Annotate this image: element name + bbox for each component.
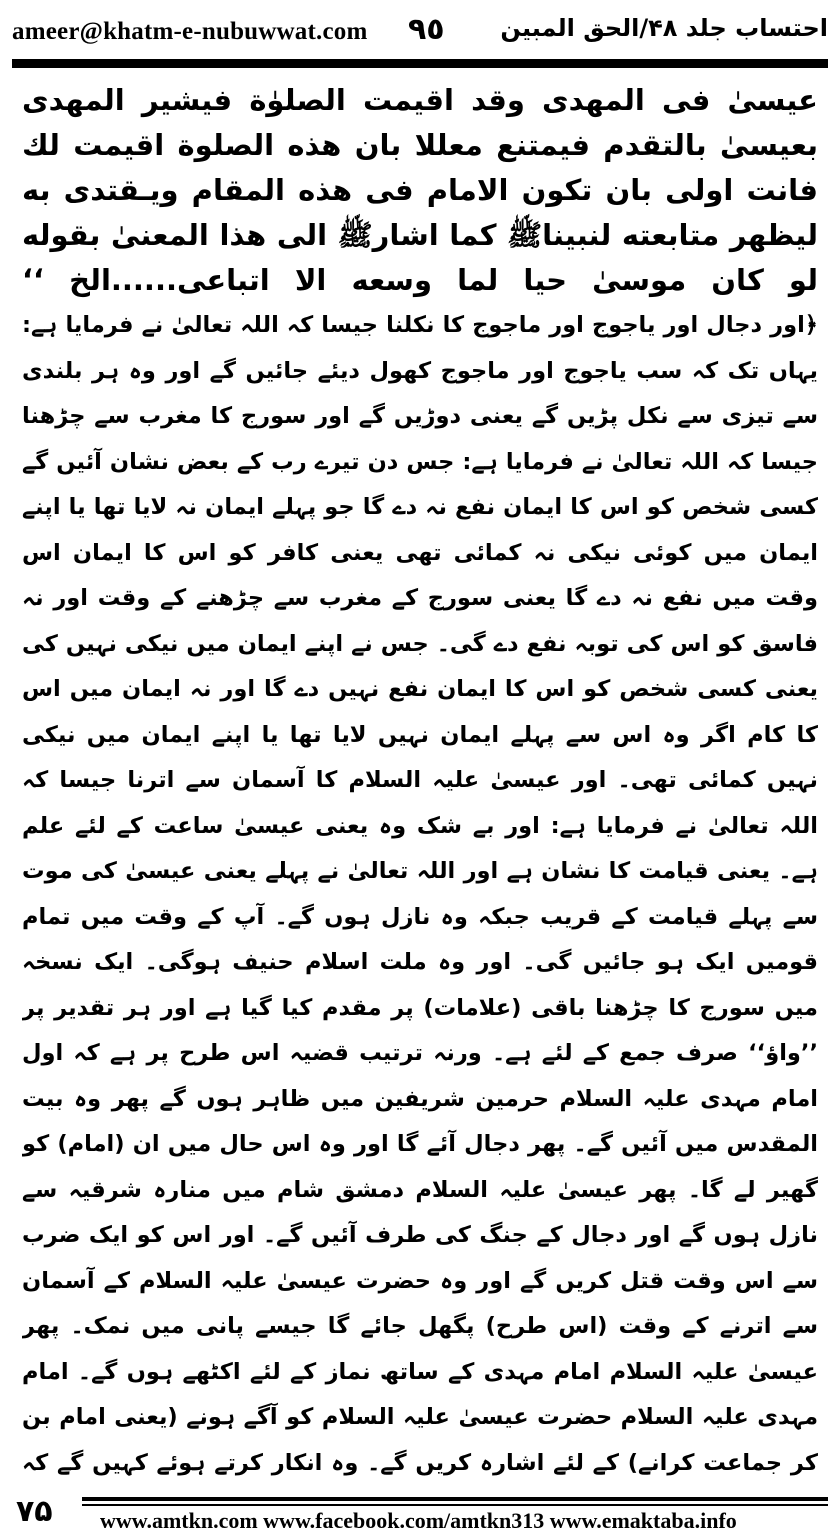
main-text-block [22, 78, 818, 1488]
header-email: ameer@khatm-e-nubuwwat.com [12, 18, 368, 45]
arabic-passage: عیسیٰ فی المهدی وقد اقیمت الصلوٰة فیشیر المهدی بعیسیٰ بالتقدم فیمتنع معللا بان هذه الصلوة اقیمت لك فانت اولی بان تکون الامام فی هذه المقام ویـقتدی به لیظهر متابعته لنبیناﷺ کما اشارﷺ الی هذا المعنیٰ بقوله لو کان موسیٰ حیا لما وسعه الا اتباعی......الخ ‘‘ [22, 83, 818, 297]
urdu-passage: ﴿اور دجال اور یاجوج اور ماجوج کا نکلنا جیسا کہ اللہ تعالیٰ نے فرمایا ہے: یہاں تک کہ سب یاجوج اور ماجوج کھول دیئے جائیں گے اور وہ ہر بلندی سے تیزی سے نکل پڑیں گے یعنی دوڑیں گے اور سورج کا مغرب سے چڑھنا جیسا کہ اللہ تعالیٰ نے فرمایا ہے: جس دن تیرے رب کے بعض نشان آئیں گے کسی شخص کو اس کا ایمان نفع نہ دے گا جو پہلے ایمان نہ لایا تھا یا اپنے ایمان میں کوئی نیکی نہ کمائی تھی یعنی کافر کو اس کا ایمان اس وقت میں نفع نہ دے گا یعنی سورج کے مغرب سے چڑھنے کے وقت اور نہ فاسق کو اس کی توبہ نفع دے گی۔ جس نے اپنے ایمان میں نیکی نہیں کی یعنی کسی شخص کو اس کا ایمان نفع نہیں دے گا اور نہ ایمان میں اس کا کام اگر وہ اس سے پہلے ایمان نہیں لایا تھا یا اپنے ایمان میں نیکی نہیں کمائی تھی۔ اور عیسیٰ علیہ السلام کا آسمان سے اترنا جیسا کہ اللہ تعالیٰ نے فرمایا ہے: اور بے شک وہ یعنی عیسیٰ ساعت کے لئے علم ہے۔ یعنی قیامت کا نشان ہے اور اللہ تعالیٰ نے پہلے یعنی عیسیٰ کی موت سے پہلے قیامت کے قریب جبکہ وہ نازل ہوں گے۔ آپ کے وقت میں تمام قومیں ایک ہو جائیں گی۔ اور وہ ملت اسلام حنیف ہوگی۔ ایک نسخہ میں سورج کا چڑھنا باقی (علامات) پر مقدم کیا گیا ہے اور ہر تقدیر پر ’’واؤ‘‘ صرف جمع کے لئے ہے۔ ورنہ ترتیب قضیہ اس طرح پر ہے کہ اول امام مہدی علیہ السلام حرمین شریفین میں ظاہر ہوں گے پھر وہ بیت المقدس میں آئیں گے۔ پھر دجال آئے گا اور وہ اس حال میں ان (امام) کو گھیر لے گا۔ پھر عیسیٰ علیہ السلام دمشق شام میں منارہ شرقیہ سے نازل ہوں گے اور دجال کے جنگ کی طرف آئیں گے۔ اور اس کو ایک ضرب سے اس وقت قتل کریں گے اور وہ حضرت عیسیٰ علیہ السلام کے آسمان سے اترنے کے وقت (اس طرح) پگھل جائے گا جیسے پانی میں نمک۔ پھر عیسیٰ علیہ السلام امام مہدی کے ساتھ نماز کے لئے اکٹھے ہوں گے۔ امام مہدی علیہ السلام حضرت عیسیٰ علیہ السلام کو آگے ہونے (یعنی امام بن کر جماعت کرانے) کے لئے اشارہ کریں گے۔ وہ انکار کرتے ہوئے کہیں گے کہ [22, 312, 818, 1476]
footer-rule-thick [82, 1497, 828, 1501]
page-footer [12, 1494, 828, 1534]
header-rule [12, 59, 828, 68]
header-running-title: احتساب جلد ۴۸/الحق المبین [500, 14, 828, 42]
page-header [12, 12, 828, 52]
footer-websites: www.amtkn.com www.facebook.com/amtkn313 www.emaktaba.info [100, 1508, 737, 1533]
footer-book-page-number: ۷۵ [16, 1494, 53, 1529]
footer-rule-thin [82, 1504, 828, 1506]
header-page-number: ٩٥ [408, 12, 445, 47]
